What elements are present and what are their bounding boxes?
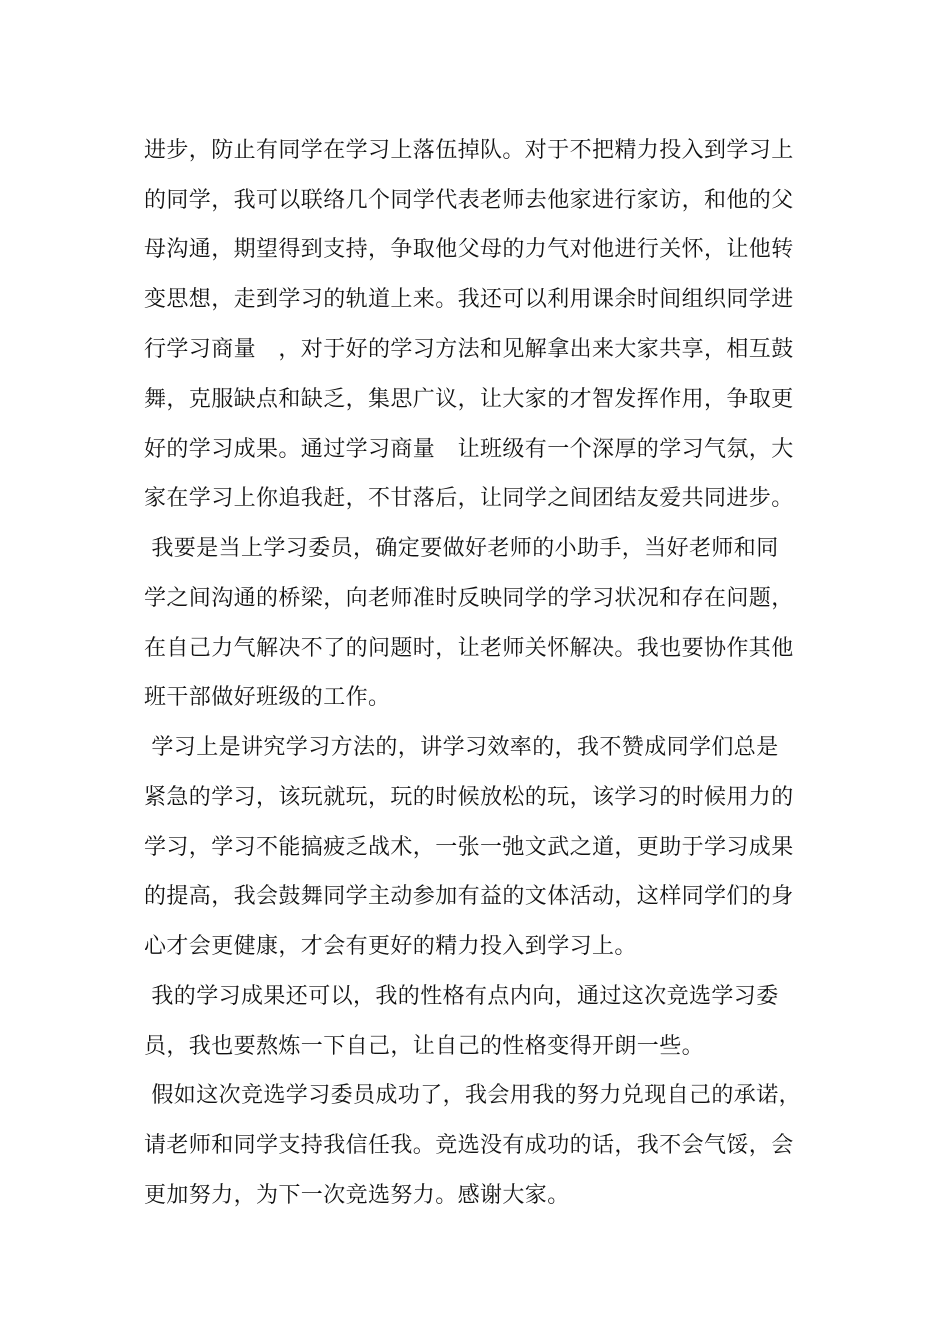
text-line: 心才会更健康，才会有更好的精力投入到学习上。 xyxy=(144,934,637,959)
text-line: 紧急的学习，该玩就玩，玩的时候放松的玩，该学习的时候用力的 xyxy=(144,785,794,810)
text-line: 学之间沟通的桥梁，向老师准时反映同学的学习状况和存在问题， xyxy=(144,586,794,611)
text-line: 的同学，我可以联络几个同学代表老师去他家进行家访，和他的父 xyxy=(144,188,794,213)
text-line: 假如这次竞选学习委员成功了，我会用我的努力兑现自己的承诺， xyxy=(144,1083,801,1108)
text-line: 我的学习成果还可以，我的性格有点内向，通过这次竞选学习委 xyxy=(144,984,779,1009)
text-line: 学习，学习不能搞疲乏战术，一张一弛文武之道，更助于学习成果 xyxy=(144,835,794,860)
text-line: 舞，克服缺点和缺乏，集思广议，让大家的才智发挥作用，争取更 xyxy=(144,387,794,412)
text-line: 我要是当上学习委员，确定要做好老师的小助手，当好老师和同 xyxy=(144,536,779,561)
text-line: 在自己力气解决不了的问题时，让老师关怀解决。我也要协作其他 xyxy=(144,636,794,661)
text-line: 更加努力，为下一次竞选努力。感谢大家。 xyxy=(144,1183,570,1208)
text-line: 好的学习成果。通过学习商量 让班级有一个深厚的学习气氛，大 xyxy=(144,437,794,462)
text-line: 员，我也要熬炼一下自己，让自己的性格变得开朗一些。 xyxy=(144,1034,705,1059)
text-line: 进步，防止有同学在学习上落伍掉队。对于不把精力投入到学习上 xyxy=(144,138,794,163)
text-line: 请老师和同学支持我信任我。竞选没有成功的话，我不会气馁，会 xyxy=(144,1133,794,1158)
text-line: 的提高，我会鼓舞同学主动参加有益的文体活动，这样同学们的身 xyxy=(144,884,794,909)
text-line: 班干部做好班级的工作。 xyxy=(144,685,391,710)
text-line: 家在学习上你追我赶，不甘落后，让同学之间团结友爱共同进步。 xyxy=(144,486,794,511)
text-line: 母沟通，期望得到支持，争取他父母的力气对他进行关怀，让他转 xyxy=(144,237,794,262)
text-line: 学习上是讲究学习方法的，讲学习效率的，我不赞成同学们总是 xyxy=(144,735,779,760)
text-line: 变思想，走到学习的轨道上来。我还可以利用课余时间组织同学进 xyxy=(144,287,794,312)
text-line: 行学习商量 ，对于好的学习方法和见解拿出来大家共享，相互鼓 xyxy=(144,337,794,362)
